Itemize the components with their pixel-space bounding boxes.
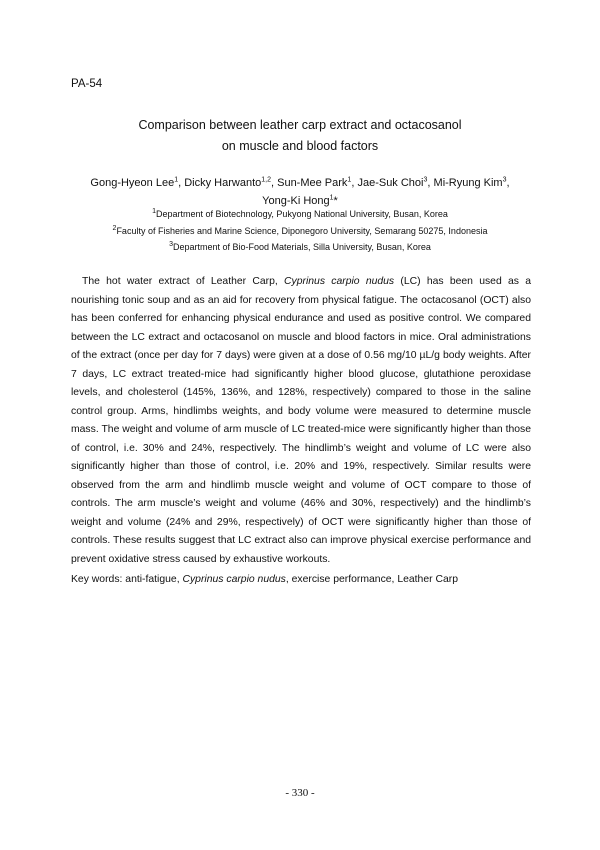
keywords-label: Key words: bbox=[71, 574, 126, 585]
author-list-line-1 bbox=[60, 173, 540, 193]
author-name: Yong-Ki Hong bbox=[262, 195, 330, 207]
author-separator: , bbox=[270, 177, 278, 189]
abstract-text-start: The hot water extract of Leather Carp, bbox=[82, 276, 285, 287]
author-affiliation-mark: 3 bbox=[423, 176, 428, 184]
abstract-code: PA-54 bbox=[71, 78, 103, 90]
author-separator: , bbox=[351, 177, 358, 189]
species-name: Cyprinus carpio nudus bbox=[284, 276, 395, 287]
author-name: Mi-Ryung Kim bbox=[433, 177, 503, 189]
author-affiliation-mark: 1,2 bbox=[261, 176, 271, 184]
corresponding-author-mark: * bbox=[333, 195, 338, 207]
affiliation-number: 2 bbox=[112, 225, 117, 232]
author-name: Dicky Harwanto bbox=[184, 177, 262, 189]
affiliation-2 bbox=[40, 225, 560, 237]
author-name: Gong-Hyeon Lee bbox=[90, 177, 175, 189]
author-name: Jae-Suk Choi bbox=[357, 177, 424, 189]
page-number: - 330 - bbox=[285, 787, 315, 799]
keyword-text: , exercise performance, Leather Carp bbox=[285, 574, 458, 585]
affiliation-1 bbox=[40, 208, 560, 220]
abstract-body bbox=[71, 273, 531, 569]
paper-title-line-2: on muscle and blood factors bbox=[221, 139, 379, 153]
author-affiliation-mark: 1 bbox=[347, 176, 352, 184]
affiliation-text: Faculty of Fisheries and Marine Science, Diponegoro University, Semarang 50275, Indonesia bbox=[116, 226, 488, 236]
paper-title-line-1: Comparison between leather carp extract and octacosanol bbox=[138, 118, 462, 132]
affiliation-3 bbox=[40, 241, 560, 253]
author-separator: , bbox=[427, 177, 434, 189]
author-affiliation-mark: 3 bbox=[502, 176, 507, 184]
affiliation-text: Department of Biotechnology, Pukyong National University, Busan, Korea bbox=[156, 209, 448, 219]
abstract-text-rest: (LC) has been used as a nourishing tonic soup and as an aid for recovery from physical fatigue. The octacosanol (OCT) also has been conferred for enhancing physical endurance and used as positive control. We compared between the LC extract and octacosanol on muscle and blood factors in mice. Oral administrations of the extract (once per day for 7 days) were given at a dose of 0.56 mg/10 µL/g body weights. After 7 days, LC extract treated-mice had significantly higher blood glucose, glutathione peroxidase levels, and cholesterol (145%, 136%, and 128%, respectively) compared to those in the saline control group. Arms, hindlimbs weights, and body volume were measured to determine muscle mass. The weight and volume of arm muscle of LC treated-mice were significantly higher than those of control, i.e. 30% and 24%, respectively. The hindlimb’s weight and volume of LC were also significantly higher than those of control, i.e. 20% and 19%, respectively. Similar results were observed from the arm and hindlimb muscle weight and volume of OCT compare to those of controls. The arm muscle’s weight and volume (46% and 30%, respectively) and the hindlimb’s weight and volume (24% and 29%, respectively) of OCT were significantly higher than those of controls. These results suggest that LC extract also can improve physical exercise performance and prevent oxidative stress caused by exhaustive workouts. bbox=[71, 276, 531, 565]
author-separator: , bbox=[506, 177, 510, 189]
author-separator: , bbox=[178, 177, 185, 189]
author-affiliation-mark: 1 bbox=[329, 194, 334, 202]
keyword-text: anti-fatigue, bbox=[125, 574, 183, 585]
affiliation-number: 3 bbox=[169, 241, 173, 248]
author-name: Sun-Mee Park bbox=[277, 177, 348, 189]
keywords-line bbox=[71, 571, 531, 589]
author-affiliation-mark: 1 bbox=[174, 176, 179, 184]
keyword-species: Cyprinus carpio nudus bbox=[182, 574, 286, 585]
affiliation-text: Department of Bio-Food Materials, Silla University, Busan, Korea bbox=[172, 242, 431, 252]
affiliation-number: 1 bbox=[152, 208, 157, 215]
